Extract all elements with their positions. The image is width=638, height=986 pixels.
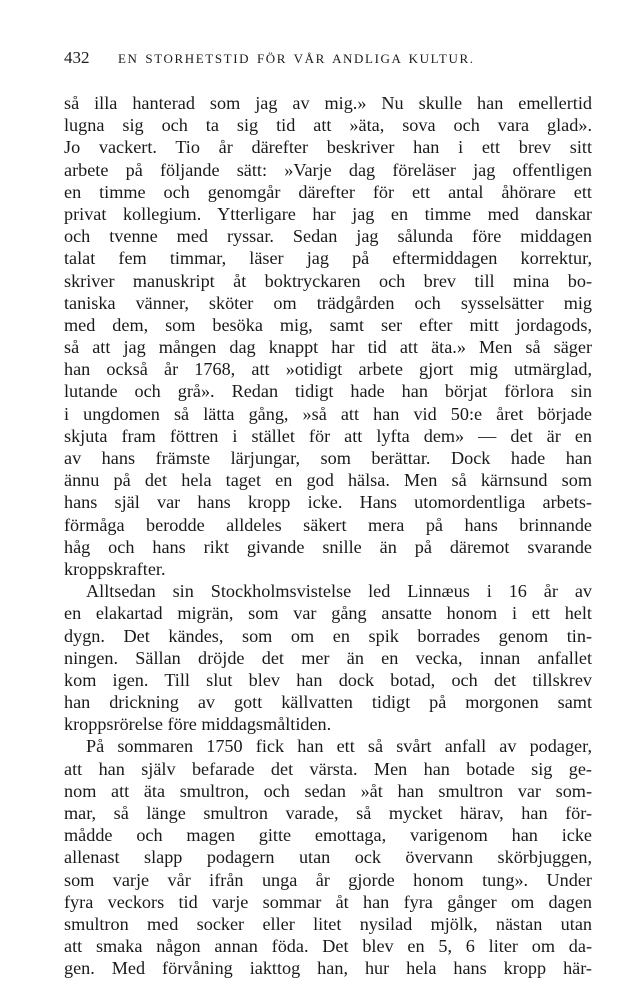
text-line: ännu på det hela taget en god hälsa. Men så kärnsund som — [64, 470, 592, 491]
running-title: EN STORHETSTID FÖR VÅR ANDLIGA KULTUR. — [118, 51, 475, 66]
text-line: att han själv befarade det värsta. Men han botade sig ge- — [64, 758, 592, 779]
text-line: med dem, som besöka mig, samt ser efter mitt jordagods, — [64, 314, 592, 335]
text-line: skjuta fram föttren i stället för att lyfta dem» — det är en — [64, 425, 592, 446]
text-line: fyra veckors tid varje sommar åt han fyra gånger om dagen — [64, 891, 592, 912]
paragraph — [64, 735, 592, 979]
text-line: han drickning av gott källvatten tidigt på morgonen samt — [64, 692, 592, 713]
text-line: kom igen. Till slut blev han dock botad, och det tillskrev — [64, 669, 592, 690]
page-number: 432 — [64, 48, 90, 67]
text-line: ningen. Sällan dröjde det mer än en vecka, innan anfallet — [64, 647, 592, 668]
paragraph — [64, 92, 592, 580]
paragraph — [64, 580, 592, 735]
text-line: förmåga berodde alldeles säkert mera på hans brinnande — [64, 514, 592, 535]
text-line: taniska vänner, sköter om trädgården och sysselsätter mig — [64, 292, 592, 313]
text-line: allenast slapp podagern utan ock övervann skörbjuggen, — [64, 847, 592, 868]
text-line: På sommaren 1750 fick han ett så svårt anfall av podager, — [86, 736, 592, 757]
text-line: av hans främste lärjungar, som berättar. Dock hade han — [64, 448, 592, 468]
text-line: kroppsrörelse före middagsmåltiden. — [64, 714, 332, 735]
text-line: och tvenne med ryssar. Sedan jag sålunda före middagen — [64, 226, 592, 247]
text-line: arbete på följande sätt: »Varje dag föreläser jag offentligen — [64, 159, 592, 180]
text-line: mådde och magen gitte emottaga, varigenom han icke — [64, 825, 592, 846]
text-line: en timme och genomgår därefter för ett antal åhörare ett — [64, 181, 592, 202]
text-line: hans själ var hans kropp icke. Hans utomordentliga arbets- — [64, 492, 592, 513]
book-page — [64, 48, 592, 980]
text-line: håg och hans rikt givande snille än på däremot svarande — [64, 536, 592, 557]
text-line: Jo vackert. Tio år därefter beskriver han i ett brev sitt — [64, 137, 592, 158]
text-line: smultron med socker eller litet nysilad mjölk, nästan utan — [64, 913, 592, 934]
text-line: gen. Med förvåning iakttog han, hur hela hans kropp här- — [64, 958, 592, 979]
text-line: att smaka någon annan föda. Det blev en 5, 6 liter om da- — [64, 936, 592, 957]
text-line: så att jag mången dag knappt har tid att äta.» Men så säger — [64, 337, 592, 358]
text-line: så illa hanterad som jag av mig.» Nu skulle han emellertid — [64, 93, 592, 113]
text-line: han också år 1768, att »otidigt arbete gjort mig utmärglad, — [64, 359, 592, 380]
text-line: dygn. Det kändes, som om en spik borrades genom tin- — [64, 625, 592, 646]
text-line: kroppskrafter. — [64, 558, 166, 579]
text-line: nom att äta smultron, och sedan »åt han smultron var som- — [64, 780, 592, 801]
text-line: mar, så länge smultron varade, så mycket härav, han för- — [64, 803, 592, 823]
text-line: lutande och grå». Redan tidigt hade han börjat förlora sin — [64, 381, 592, 402]
text-line: skriver manuskript åt boktryckaren och brev till mina bo- — [64, 270, 592, 291]
text-line: lugna sig och ta sig tid att »äta, sova och vara glad». — [64, 115, 592, 136]
text-line: en elakartad migrän, som var gång ansatte honom i ett helt — [64, 603, 592, 624]
text-line: talat fem timmar, läser jag på eftermiddagen korrektur, — [64, 248, 592, 269]
body-text — [64, 92, 592, 980]
text-line: Alltsedan sin Stockholmsvistelse led Linnæus i 16 år av — [86, 581, 592, 602]
text-line: privat kollegium. Ytterligare har jag en timme med danskar — [64, 203, 592, 224]
text-line: som varje vår ifrån unga år gjorde honom tung». Under — [64, 869, 592, 890]
text-line: i ungdomen så lätta gång, »så att han vid 50:e året började — [64, 403, 592, 424]
page-header — [64, 48, 592, 70]
